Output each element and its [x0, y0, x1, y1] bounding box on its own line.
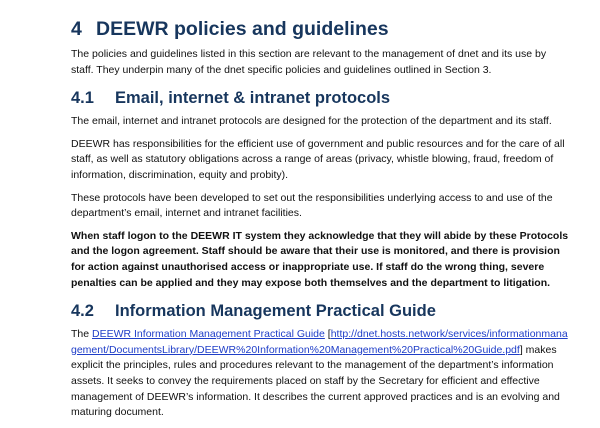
url-bracket-open: [	[324, 328, 331, 341]
section-4-2-number: 4.2	[71, 302, 94, 321]
section-4-intro: The policies and guidelines listed in this section are relevant to the management of dnet and its use by staff. They underpin many of the dnet specific policies and guidelines outlined in Section 3.	[71, 48, 547, 76]
document-page	[71, 16, 571, 428]
section-4-2-title: Information Management Practical Guide	[115, 302, 436, 321]
section-4-1-warning-paragraph: When staff logon to the DEEWR IT system they acknowledge that they will abide by these Protocols and the logon agreement. Staff should be aware that their use is monitored, and there is provision for action against unauthorised access or inappropriate use. If staff do the wrong thing, severe penalties can be applied and they may expose both themselves and the department to litigation.	[71, 229, 569, 289]
section-4-2-lead: The	[71, 328, 93, 341]
section-4-2-paragraph	[71, 327, 571, 421]
section-4-1-paragraph-3: These protocols have been developed to set out the responsibilities underlying access to and use of the department’s email, internet and intranet facilities.	[71, 191, 553, 220]
section-4-number: 4	[71, 18, 82, 40]
section-4-1-title: Email, internet & intranet protocols	[115, 89, 391, 108]
section-4-1-paragraph-1: The email, internet and intranet protocols are designed for the protection of the department and its staff.	[71, 115, 552, 128]
section-4-2-body: makes explicit the principles, rules and procedures relevant to the management of the department’s information assets. It seeks to convey the requirements placed on staff by the Secretary for efficient and effective management of DEEWR’s information. It describes the current approved practices and is an evolving and maturing document.	[71, 343, 560, 419]
section-4-1-number: 4.1	[71, 89, 94, 108]
section-4-1-heading	[71, 87, 571, 109]
section-4-2-heading	[71, 300, 571, 322]
url-bracket-close: ]	[519, 343, 523, 356]
practical-guide-link[interactable]: DEEWR Information Management Practical Guide	[92, 328, 325, 341]
section-4-1-paragraph-2: DEEWR has responsibilities for the efficient use of government and public resources and for the care of all staff, as well as statutory obligations across a range of areas (privacy, whistle blowing, fraud, freedom of information, discrimination, equity and probity).	[71, 137, 565, 181]
section-4-title: DEEWR policies and guidelines	[96, 18, 389, 40]
section-4-heading	[71, 16, 571, 42]
practical-guide-url-link[interactable]: http://dnet.hosts.network/services/informationmanagement/DocumentsLibrary/DEEWR%20Information%20Management%20Practical%20Guide.pdf	[71, 328, 568, 356]
